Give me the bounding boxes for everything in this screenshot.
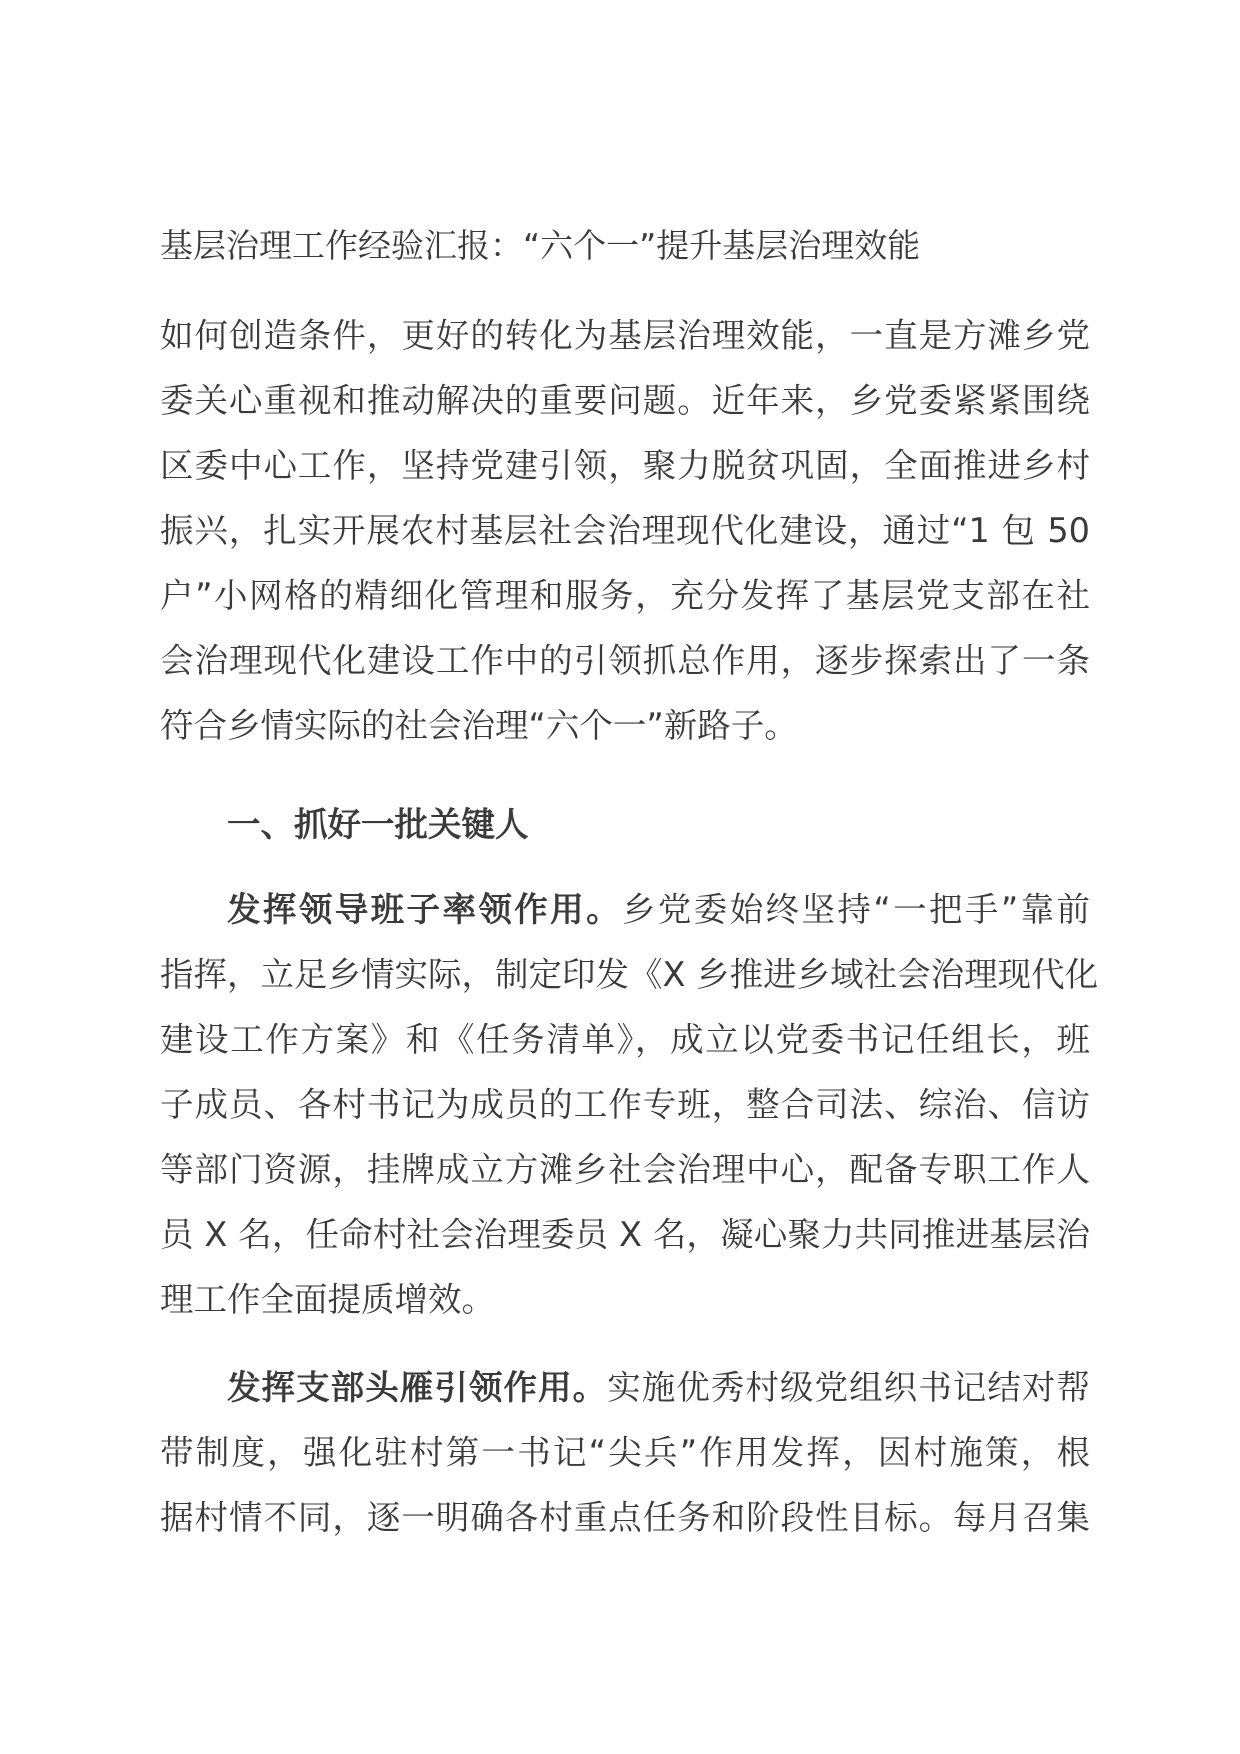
paragraph-lead: 发挥领导班子率领作用。 [227, 890, 622, 929]
paragraph-text: 乡党委始终坚持“一把手”靠前 [621, 890, 1090, 929]
text-line [160, 877, 1090, 942]
paragraph-lead: 发挥支部头雁引领作用。 [227, 1368, 608, 1407]
text-line: 振兴，扎实开展农村基层社会治理现代化建设，通过“1 包 50 [160, 511, 1090, 550]
text-line: 区委中心工作，坚持党建引领，聚力脱贫巩固，全面推进乡村 [160, 446, 1090, 485]
text-line: 如何创造条件，更好的转化为基层治理效能，一直是方滩乡党 [160, 316, 1090, 355]
text-line: 建设工作方案》和《任务清单》，成立以党委书记任组长，班 [160, 1020, 1090, 1059]
paragraph-leadership [160, 877, 1099, 1332]
intro-paragraph [160, 303, 1090, 758]
text-line: 户”小网格的精细化管理和服务，充分发挥了基层党支部在社 [160, 576, 1090, 615]
text-line: 等部门资源，挂牌成立方滩乡社会治理中心，配备专职工作人 [160, 1150, 1090, 1189]
paragraph-branch [160, 1355, 1090, 1550]
text-line: 符合乡情实际的社会治理“六个一”新路子。 [160, 706, 798, 745]
text-line: 带制度，强化驻村第一书记“尖兵”作用发挥，因村施策，根 [160, 1433, 1090, 1472]
document-title: 基层治理工作经验汇报：“六个一”提升基层治理效能 [160, 226, 921, 265]
section-heading: 一、抓好一批关键人 [227, 805, 529, 844]
text-line: 员 X 名，任命村社会治理委员 X 名，凝心聚力共同推进基层治 [160, 1215, 1090, 1254]
text-line: 指挥，立足乡情实际，制定印发《X 乡推进乡域社会治理现代化 [160, 955, 1099, 994]
text-line: 据村情不同，逐一明确各村重点任务和阶段性目标。每月召集 [160, 1498, 1090, 1537]
text-line: 子成员、各村书记为成员的工作专班，整合司法、综治、信访 [160, 1085, 1090, 1124]
text-line: 会治理现代化建设工作中的引领抓总作用，逐步探索出了一条 [160, 641, 1090, 680]
text-line: 委关心重视和推动解决的重要问题。近年来，乡党委紧紧围绕 [160, 381, 1090, 420]
text-line [160, 1355, 1090, 1420]
text-line: 理工作全面提质增效。 [160, 1280, 495, 1319]
paragraph-text: 实施优秀村级党组织书记结对帮 [607, 1368, 1090, 1407]
